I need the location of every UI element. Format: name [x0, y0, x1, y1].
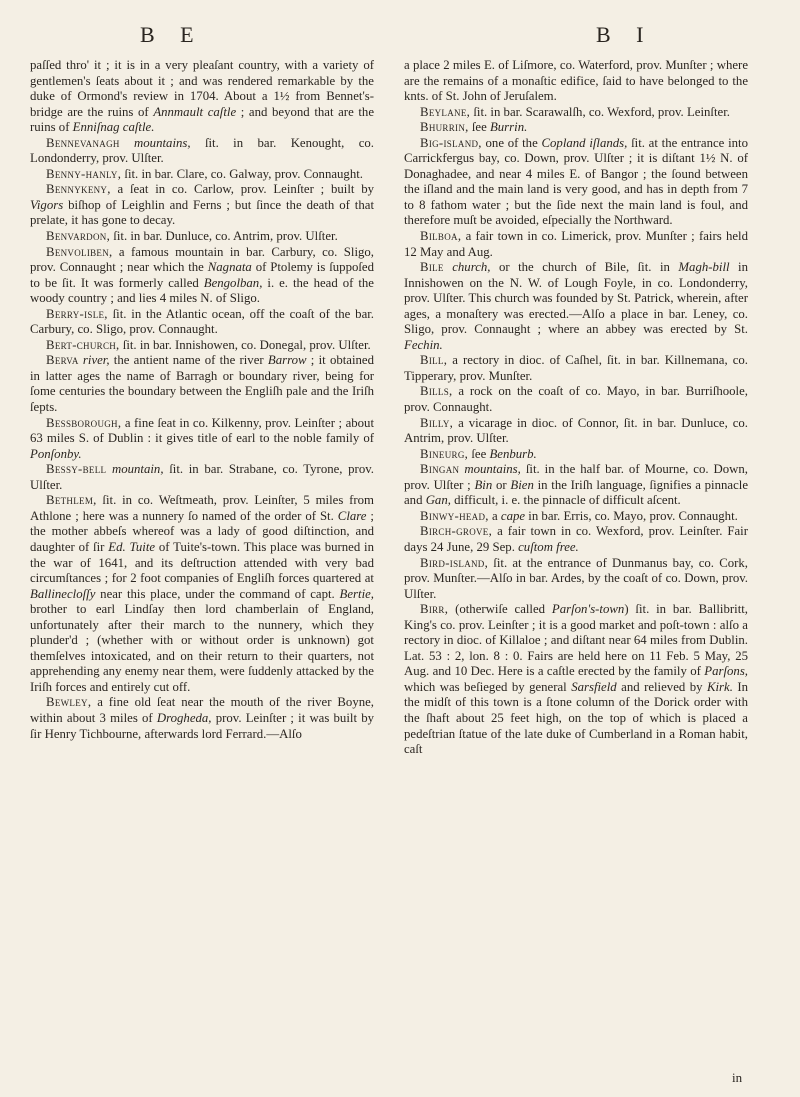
italic-text: Enniſnag caſtle. — [72, 120, 155, 135]
right-column — [404, 58, 748, 758]
entry-headword: Birr, — [420, 602, 449, 617]
italic-text: cape — [500, 508, 526, 523]
gazetteer-entry — [404, 524, 748, 555]
entry-headword: Bingan — [420, 462, 460, 477]
gazetteer-entry — [404, 416, 748, 447]
italic-text: mountains, — [464, 462, 521, 477]
italic-text: Nagnata — [207, 260, 252, 275]
entry-headword: Bhurrin, — [420, 120, 469, 135]
italic-text: Drogheda, — [156, 710, 212, 725]
gazetteer-entry — [30, 182, 374, 229]
entry-text: the antient name of the river — [109, 353, 268, 368]
italic-text: Copland iſlands, — [541, 135, 628, 150]
italic-text: Magh-bill — [678, 260, 730, 275]
gazetteer-entry — [404, 462, 748, 509]
italic-text: Bertie, — [339, 586, 374, 601]
entry-text: paſſed thro' it ; it is in a very pleaſant country, with a variety of gentlemen's ſeats about it ; and was rendered remarkable by the duke of Ormond's review in 1704. About a 1½ from Bennet's-bridge are the ruins of — [30, 58, 374, 119]
entry-text: a fine old ſeat near the mouth of the river Boyne, within about 3 miles of — [30, 695, 374, 725]
entry-headword: Binwy-head, — [420, 508, 489, 523]
italic-text: mountain, — [111, 462, 164, 477]
entry-text: a place 2 miles E. of Liſmore, co. Waterford, prov. Munſter ; where are the remains of a monaſtic edifice, ſaid to have belonged to the knts. of St. John of Jeruſalem. — [404, 58, 748, 104]
entry-headword: Bineurg, — [420, 446, 469, 461]
italic-text: Ballinecloſſy — [30, 586, 96, 601]
entry-headword: Beylane, — [420, 104, 471, 119]
entry-text: or — [492, 477, 511, 492]
entry-headword: Bile — [420, 260, 444, 275]
gazetteer-entry — [30, 58, 374, 136]
entry-text: in bar. Erris, co. Mayo, prov. Connaught. — [525, 508, 738, 523]
gazetteer-entry — [30, 136, 374, 167]
italic-text: Sarsfield — [571, 679, 617, 694]
entry-text: a fine ſeat in co. Kilkenny, prov. Leinſter ; about 63 miles S. of Dublin : it gives title of earl to the noble family of — [30, 415, 374, 446]
entry-text: in the Iriſh language, ſignifies a pinnacle and — [404, 477, 749, 508]
italic-text: Gan, — [425, 493, 451, 508]
entry-text: i. e. the head of the woody country ; and lies 4 miles N. of Sligo. — [30, 275, 374, 306]
gazetteer-entry — [404, 105, 748, 121]
entry-text: ſee — [468, 446, 490, 461]
gazetteer-entry — [404, 260, 748, 353]
entry-headword: Big-island, — [420, 135, 482, 150]
gazetteer-entry — [404, 120, 748, 136]
entry-text: ſit. in bar. Innishowen, co. Donegal, prov. Ulſter. — [119, 337, 371, 352]
gazetteer-entry — [30, 353, 374, 415]
italic-text: Kirk. — [706, 679, 733, 694]
entry-text: a fair town in co. Limerick, prov. Munſter ; fairs held 12 May and Aug. — [404, 229, 748, 259]
entry-text: ) ſit. in bar. Ballibritt, King's co. prov. Leinſter ; it is a good market and poſt-town : alſo a rectory in dioc. of Killaloe ; and diſtant near 64 miles from Dublin. Lat. 53 : 2, lon. 8 : 0. Fairs are held here on 11 Feb. 5 May, 25 Aug. and 10 Dec. Here is a caſtle erected by the family of — [404, 602, 748, 679]
entry-headword: Bill, — [420, 353, 448, 368]
italic-text: Fechin. — [404, 337, 443, 352]
gazetteer-entry — [30, 493, 374, 695]
gazetteer-entry — [30, 695, 374, 742]
entry-headword: Bewley, — [46, 695, 92, 710]
gazetteer-entry — [404, 384, 748, 415]
entry-headword: Bert-church, — [46, 337, 120, 352]
entry-text: a rectory in dioc. of Caſhel, ſit. in bar. Killnemana, co. Tipperary, prov. Munſter. — [404, 353, 748, 383]
entry-headword: Bethlem, — [46, 493, 97, 508]
gazetteer-entry — [30, 416, 374, 463]
gazetteer-entry — [404, 556, 748, 603]
gazetteer-entry — [30, 229, 374, 245]
gazetteer-entry — [404, 509, 748, 525]
entry-headword: Bird-island, — [420, 555, 489, 570]
entry-headword: Bilboa, — [420, 229, 462, 244]
italic-text: Burrin. — [489, 120, 528, 135]
entry-text: a rock on the coaſt of co. Mayo, in bar. Burriſhoole, prov. Connaught. — [404, 384, 748, 415]
entry-text — [120, 136, 134, 150]
italic-text: mountains, — [134, 135, 191, 150]
italic-text: Ed. Tuite — [108, 539, 156, 554]
entry-text: ſit. at the entrance of Dunmanus bay, co. Cork, prov. Munſter.—Alſo in bar. Ardes, by the coaſt of co. Down, prov. Ulſter. — [404, 555, 748, 601]
entry-headword: Benvardon, — [46, 229, 111, 244]
entry-text: ſit. in bar. Kenought, co. Londonderry, prov. Ulſter. — [30, 135, 375, 166]
gazetteer-entry — [30, 338, 374, 354]
entry-headword: Birch-grove, — [420, 524, 493, 539]
entry-text — [444, 260, 452, 274]
gazetteer-entry — [30, 307, 374, 338]
entry-text: (otherwiſe called — [448, 602, 552, 617]
entry-text: in Innishowen on the N. W. of Lough Foyle, in co. Londonderry, prov. Ulſter. This church was founded by St. Patrick, wherein, after ages, a monaſtery was erected.—Alſo a place in bar. Leney, co. Sligo, prov. Connaught ; where an abbey was erected by St. — [404, 260, 749, 337]
entry-text: a ſeat in co. Carlow, prov. Leinſter ; built by — [110, 182, 374, 197]
entry-text: ; the mother abbeſs whereof was a lady of good diſtinction, and daughter of ſir — [30, 508, 374, 554]
italic-text: Annmault caſtle — [153, 104, 237, 119]
entry-text: a famous mountain in bar. Carbury, co. Sligo, prov. Connaught ; near which the — [30, 244, 374, 275]
entry-headword: Billy, — [420, 415, 454, 430]
header-left-letters: B E — [140, 22, 204, 47]
italic-text: Bengolban, — [203, 275, 263, 290]
italic-text: Benburb. — [489, 446, 537, 461]
entry-text: which was beſieged by general — [404, 679, 572, 694]
entry-text: ſit. in bar. Clare, co. Galway, prov. Connaught. — [121, 166, 363, 181]
entry-text: a vicarage in dioc. of Connor, ſit. in bar. Dunluce, co. Antrim, prov. Ulſter. — [404, 415, 748, 446]
italic-text: Bien — [510, 477, 534, 492]
entry-text: of Tuite's-town. This place was burned in the war of 1641, and its deſtruction attended with very bad circumſtances ; for 2 foot companies of Engliſh forces quartered at — [30, 539, 374, 586]
entry-text: ſee — [468, 120, 490, 135]
entry-text: ſit. at the entrance into Carrickfergus bay, co. Down, prov. Ulſter ; it is diſtant 1½ N. of Donaghadee, and near 4 miles E. of Bangor ; the ſound between the iſland and the main land is very good, and has in depth from 7 to 8 fathom water ; but the ſide next the main land is foul, and therefore muſt be avoided, eſpecially the Northward. — [404, 135, 748, 228]
entry-text: ſit. in bar. Strabane, co. Tyrone, prov. Ulſter. — [30, 462, 374, 492]
gazetteer-entry — [404, 602, 748, 757]
gazetteer-entry — [404, 58, 748, 105]
italic-text: Barrow — [267, 353, 307, 368]
gazetteer-entry — [30, 167, 374, 183]
gazetteer-entry — [404, 136, 748, 229]
entry-headword: Bills, — [420, 384, 453, 399]
entry-text: ; it obtained in latter ages the name of Barragh or boundary river, being for ſome centuries the boundary between the Engliſh pale and the Iriſh ſepts. — [30, 353, 375, 415]
entry-text: ſit. in bar. Scarawalſh, co. Wexford, prov. Leinſter. — [470, 104, 730, 119]
entry-text: ſit. in co. Weſtmeath, prov. Leinſter, 5 miles from Athlone ; here was a nunnery ſo named of the order of St. — [30, 493, 374, 523]
italic-text: Vigors — [30, 197, 64, 212]
gazetteer-entry — [30, 245, 374, 307]
entry-text: biſhop of Leighlin and Ferns ; but ſince the death of that prelate, it has gone to decay. — [30, 197, 374, 228]
gazetteer-entry — [404, 229, 748, 260]
running-header — [0, 22, 800, 62]
italic-text: Ponſonby. — [30, 446, 82, 461]
entry-text: ; and beyond that are the ruins of — [30, 104, 374, 135]
entry-headword: Bennykeny, — [46, 182, 111, 197]
header-right-letters: B I — [596, 22, 654, 47]
gazetteer-entry — [404, 447, 748, 463]
entry-text: or the church of Bile, ſit. in — [490, 260, 679, 275]
entry-text: difficult, i. e. the pinnacle of difficult aſcent. — [450, 493, 681, 508]
gazetteer-entry — [30, 462, 374, 493]
entry-headword: Berry-isle, — [46, 306, 108, 321]
italic-text: Parſon's-town — [551, 602, 625, 617]
entry-text: ſit. in the half bar. of Mourne, co. Down, prov. Ulſter ; — [404, 462, 748, 492]
italic-text: Clare — [337, 508, 367, 523]
entry-text: brother to earl Lindſay then lord chamberlain of England, unfortunately after their march to the nunnery, which they plunder'd ; (whether with or without order is unknown) got themſelves intoxicated, and on their return to their quarters, not apprehending any enemy near them, were ſuddenly attacked by the Iriſh forces and entirely cut off. — [30, 602, 374, 694]
italic-text: Parſons, — [704, 664, 748, 679]
entry-text: a fair town in co. Wexford, prov. Leinſter. Fair days 24 June, 29 Sep. — [404, 524, 748, 554]
entry-headword: Bessy-bell — [46, 462, 107, 477]
entry-text: of Ptolemy is ſuppoſed to be ſit. It was formerly called — [30, 260, 374, 290]
italic-text: cuſtom free. — [518, 539, 579, 554]
entry-headword: Bennevanagh — [46, 135, 120, 150]
italic-text: church, — [452, 260, 491, 275]
entry-text: one of the — [481, 135, 542, 150]
entry-text: ſit. in the Atlantic ocean, off the coaſt of the bar. Carbury, co. Sligo, prov. Connaught. — [30, 306, 374, 337]
entry-text: near this place, under the command of capt. — [95, 586, 340, 601]
left-column — [30, 58, 374, 742]
entry-text: ſit. in bar. Dunluce, co. Antrim, prov. Ulſter. — [110, 229, 338, 244]
entry-headword: Bessborough, — [46, 415, 122, 430]
entry-headword: Berva — [46, 353, 79, 368]
gazetteer-entry — [404, 353, 748, 384]
entry-headword: Benvoliben, — [46, 244, 113, 259]
entry-text: In the midſt of this town is a ſtone column of the Dorick order with the ſhaft about 25 feet high, on the top of which is placed a pedeſtrian ſtatue of the late duke of Cumberland in a Roman habit, caſt — [404, 679, 749, 757]
catchword: in — [732, 1070, 743, 1085]
entry-text: a — [488, 508, 501, 523]
italic-text: Bin — [474, 477, 493, 492]
entry-headword: Benny-hanly, — [46, 166, 122, 181]
italic-text: river, — [82, 353, 110, 368]
entry-text: and relieved by — [616, 679, 707, 694]
entry-text: prov. Leinſter ; it was built by ſir Henry Tichbourne, afterwards lord Ferrard.—Alſo — [30, 710, 374, 741]
